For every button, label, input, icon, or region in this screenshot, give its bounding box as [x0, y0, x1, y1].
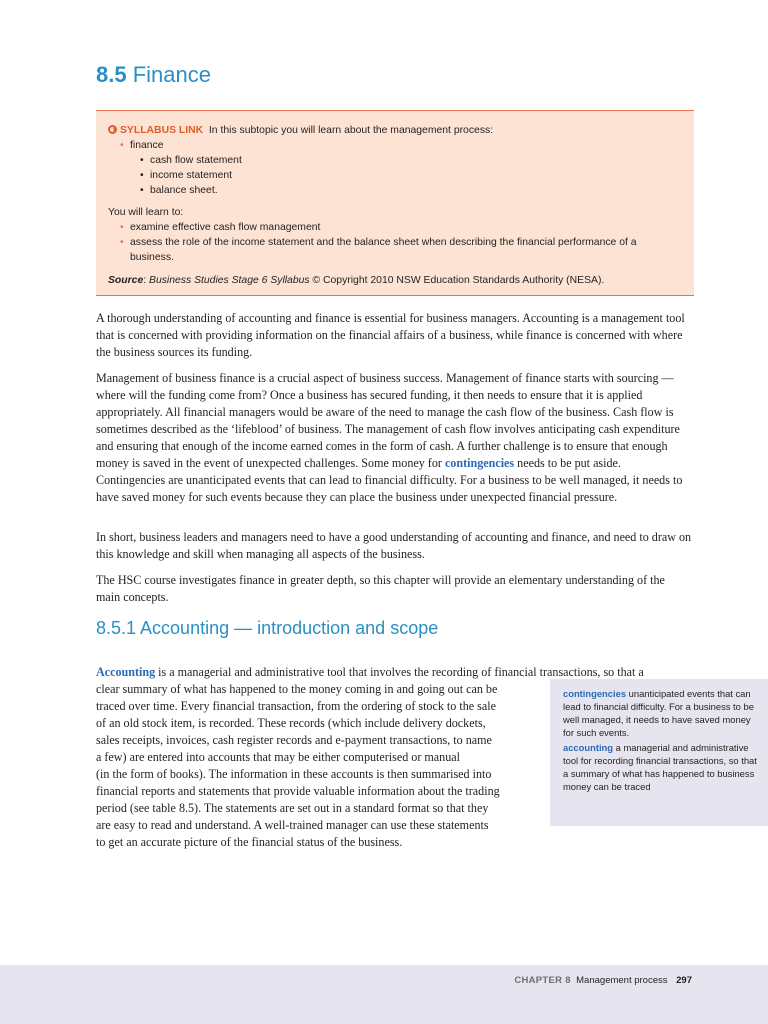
paragraph-line: financial reports and statements that provide valuable information about the trading [96, 784, 500, 798]
syllabus-source: Source: Business Studies Stage 6 Syllabus © Copyright 2010 NSW Education Standards Authority (NESA). [108, 275, 605, 286]
footer-chapter: CHAPTER 8 [514, 975, 571, 986]
paragraph-hsc-course: The HSC course investigates finance in greater depth, so this chapter will provide an elementary understanding of the main concepts. [96, 573, 665, 604]
section-heading [96, 62, 211, 88]
source-copyright: © Copyright 2010 NSW Education Standards Authority (NESA). [312, 275, 605, 286]
glossary-entry [563, 741, 758, 793]
paragraph-line: are easy to read and understand. A well-trained manager can use these statements [96, 818, 489, 832]
paragraph-line: of an old stock item, is recorded. These records (which include delivery dockets, [96, 716, 486, 730]
paragraph-line: clear summary of what has happened to the money coming in and going out can be [96, 682, 498, 696]
glossary-term: contingencies [563, 688, 627, 699]
glossary-term-accounting[interactable]: Accounting [96, 665, 156, 679]
footer-text [514, 975, 692, 986]
syllabus-topic: finance [130, 140, 164, 151]
paragraph-text: needs to be put aside. Contingencies are unanticipated events that can lead to financial difficulty. For a business to be well managed, it needs to have saved money for such events because they can place the business under unexpected financial pressure. [96, 456, 683, 504]
paragraph-line: period (see table 8.5). The statements are set out in a standard format so that they [96, 801, 489, 815]
paragraph-line: traced over time. Every financial transaction, from the ordering of stock to the sale [96, 699, 496, 713]
learning-outcome-list [108, 220, 682, 265]
section-number: 8.5 [96, 62, 127, 87]
paragraph-management-finance [96, 370, 692, 506]
list-item: • assess the role of the income statement and the balance sheet when describing the financial performance of a business. [120, 235, 682, 265]
paragraph-line: (in the form of books). The information in these accounts is then summarised into [96, 767, 492, 781]
glossary-margin-box [550, 679, 768, 826]
syllabus-subtopic-list [130, 153, 682, 198]
source-label: Source [108, 275, 144, 286]
paragraph-line: sales receipts, invoices, cash register records and e-payment transactions, to name [96, 733, 492, 747]
section-title: Finance [132, 62, 211, 87]
syllabus-intro: In this subtopic you will learn about the management process: [208, 125, 494, 136]
list-item [120, 138, 682, 198]
glossary-entry [563, 687, 758, 739]
glossary-definition: unanticipated events that can lead to financial difficulty. For a business to be well managed, it needs to have saved money for such events. [563, 688, 754, 738]
paragraph-intro: A thorough understanding of accounting and finance is essential for business managers. Accounting is a management tool that is concerned with providing information on the financial affairs of a business, while finance is concerned with where the business sources its funding. [96, 311, 685, 359]
list-item: • examine effective cash flow management [120, 220, 682, 235]
syllabus-link-box [96, 110, 694, 296]
glossary-definition: a managerial and administrative tool for recording financial transactions, so that a summary of what has happened to business money can be traced [563, 742, 757, 792]
paragraph-summary: In short, business leaders and managers need to have a good understanding of accounting and finance, and need to draw on this knowledge and skill when managing all aspects of the business. [96, 530, 692, 561]
source-title: Business Studies Stage 6 Syllabus [149, 275, 310, 286]
list-item: • cash flow statement [140, 153, 682, 168]
page-number: 297 [676, 975, 692, 986]
syllabus-topic-list [108, 138, 682, 198]
subsection-heading: 8.5.1 Accounting — introduction and scope [96, 618, 439, 638]
paragraph-line: is a managerial and administrative tool that involves the recording of financial transactions, so that a [155, 665, 644, 679]
paragraph-text: Management of business finance is a crucial aspect of business success. Management of finance starts with sourcing — where will the funding come from? Once a business has secured funding, it then needs to ensure that it is applied appropriately. All financial managers would be aware of the need to manage the cash flow of the business. Cash flow is sometimes described as the ‘lifeblood’ of business. The management of cash flow involves anticipating cash expenditure and ensuring that enough of the income earned comes in the form of cash. A further challenge is to ensure that enough money is saved in the event of unexpected challenges. Some money for [96, 371, 680, 470]
glossary-term: accounting [563, 742, 614, 753]
page-footer [0, 965, 768, 1024]
glossary-term-contingencies[interactable]: contingencies [444, 456, 515, 470]
syllabus-intro-line [108, 123, 682, 138]
list-item: • balance sheet. [140, 183, 682, 198]
footer-title: Management process [576, 975, 668, 986]
arrow-circle-icon [108, 125, 117, 134]
paragraph-line: to get an accurate picture of the financial status of the business. [96, 835, 403, 849]
list-item: • income statement [140, 168, 682, 183]
syllabus-label: SYLLABUS LINK [120, 125, 204, 136]
learn-heading: You will learn to: [108, 207, 184, 218]
paragraph-line: a few) are entered into accounts that may be either computerised or manual [96, 750, 460, 764]
